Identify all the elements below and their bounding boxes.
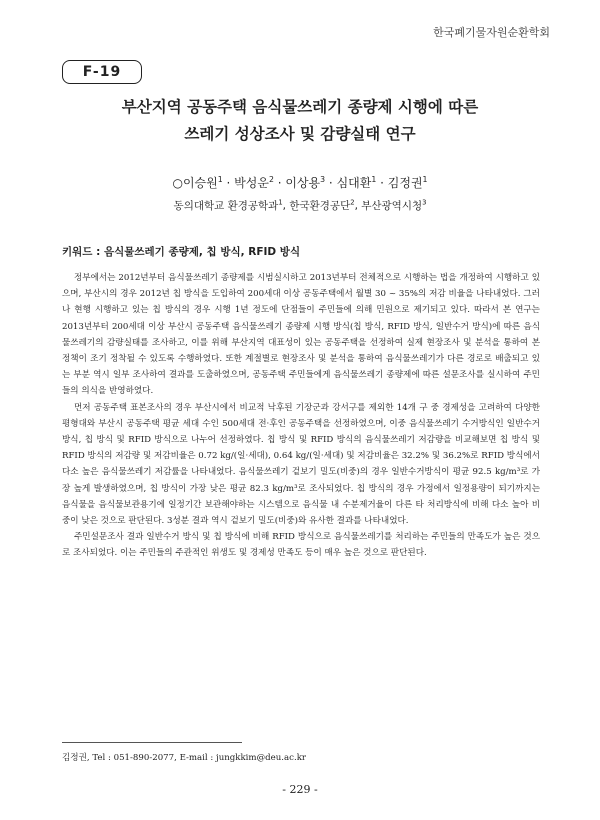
keywords-value: 음식물쓰레기 종량제, 칩 방식, RFID 방식 — [103, 246, 301, 258]
footnote-divider — [62, 742, 242, 743]
author-affiliation-mark: 1 — [422, 175, 428, 184]
corresponding-author-footnote: 김정권, Tel : 051-890-2077, E-mail : jungkkim@deu.ac.kr — [62, 753, 307, 763]
author-name: 이승원 — [182, 176, 218, 190]
abstract-body — [62, 270, 540, 562]
author-affiliation-mark: 1 — [371, 175, 377, 184]
affiliation: 동의대학교 환경공학과 — [173, 200, 279, 212]
author-affiliation-mark: 2 — [268, 175, 274, 184]
abstract-paragraph: 주민설문조사 결과 일반수거 방식 및 칩 방식에 비해 RFID 방식으로 음식물쓰레기를 처리하는 주민들의 만족도가 높은 것으로 조사되었다. 이는 주민들의 주관적인 위생도 및 경제성 만족도 등이 매우 높은 것으로 판단된다. — [62, 532, 540, 559]
affiliation-list: 동의대학교 환경공학과$^1$, 한국환경공단$^2$, 부산광역시청$^3$ — [173, 198, 427, 212]
presenter-mark: ○ — [172, 176, 183, 190]
affiliation: 부산광역시청 — [361, 200, 423, 212]
affiliation: 한국환경공단 — [289, 200, 351, 212]
author-separator: · — [376, 176, 388, 190]
author-affiliation-mark: 3 — [320, 175, 326, 184]
author-affiliation-mark: 1 — [217, 175, 223, 184]
header-organization: 한국폐기물자원순환학회 — [433, 26, 550, 39]
paper-title-line-1: 부산지역 공동주택 음식물쓰레기 종량제 시행에 따른 — [121, 98, 479, 116]
author-name: 김정권 — [387, 176, 423, 190]
author-name: 박성운 — [234, 176, 269, 190]
keywords-label: 키워드 — [62, 246, 93, 258]
session-badge: F-19 — [62, 60, 142, 84]
affiliation-mark: 2 — [350, 198, 355, 207]
keywords: 키워드 : 음식물쓰레기 종량제, 칩 방식, RFID 방식 — [62, 246, 301, 258]
author-separator: · — [273, 176, 286, 190]
author-name: 이상용 — [285, 176, 321, 190]
abstract-paragraph: 정부에서는 2012년부터 음식물쓰레기 종량제를 시범실시하고 2013년부터 전체적으로 시행하는 법을 개정하여 시행하고 있으며, 부산시의 경우 2012년 칩 방식을 도입하여 200세대 이상 공동주택에서 월별 30 ~ 35%의 저감 비율을 나타내었다. 그러나 현행 시행하고 있는 칩 방식의 경우 시행 1년 정도에 단점들이 주민들에 의해 민원으로 제기되고 있다. 따라서 본 연구는 2013년부터 200세대 이상 부산시 공동주택 음식물쓰레기 종량제 시행 방식(칩 방식, RFID 방식, 일반수거 방식)에 따른 음식물쓰레기의 감량실태를 조사하고, 이를 위해 부산지역 대표성이 있는 공동주택을 선정하여 실제 현장조사 및 분석을 통하여 본 정책이 조기 정착될 수 있도록 수행하였다. 또한 계절별로 현장조사 및 분석을 통하여 음식물쓰레기가 다른 경로로 배출되고 있는 부분 역시 일부 조사하여 결과를 도출하였으며, 공동주택 주민들에게 음식물쓰레기 종량제에 따른 설문조사를 실시하여 주민들의 의식을 반영하였다. — [62, 273, 540, 397]
author-separator: · — [222, 176, 235, 190]
author-list — [0, 174, 600, 191]
affiliation-mark: 1 — [278, 198, 283, 207]
paper-title-line-2: 쓰레기 성상조사 및 감량실태 연구 — [184, 125, 416, 143]
affiliation-mark: 3 — [422, 198, 427, 207]
author-separator: · — [325, 176, 337, 190]
author-name: 심대환 — [336, 176, 372, 190]
page-number: - 229 - — [282, 783, 318, 796]
abstract-paragraph: 먼저 공동주택 표본조사의 경우 부산시에서 비교적 낙후된 기장군과 강서구를 제외한 14개 구 중 경제성을 고려하여 다양한 평형대와 부산시 공동주택 평균 세대 수인 500세대 전·후인 공동주택을 선정하였으며, 이중 음식물쓰레기 수거방식인 일반수거방식, 칩 방식 및 RFID 방식으로 나누어 선정하였다. 칩 방식 및 RFID 방식의 음식물쓰레기 저감량을 비교해보면 칩 방식 및 RFID 방식의 저감량 및 저감비율은 0.72 kg/(일·세대), 0.64 kg/(일·세대) 및 저감비율은 32.2% 및 36.2%로 RFID 방식에서 다소 높은 음식물쓰레기 저감률을 나타내었다. 음식물쓰레기 겉보기 밀도(비중)의 경우 일반수거방식이 평균 92.5 kg/m³로 가장 높게 발생하였으며, 칩 방식이 가장 낮은 평균 82.3 kg/m³로 조사되었다. 칩 방식의 경우 가정에서 일정용량이 되기까지는 음식물을 음식물보관용기에 일정기간 보관해야하는 시스템으로 음식물 내 수분제거율이 다른 타 처리방식에 비해 다소 높아 비중이 낮은 것으로 판단된다. 3성분 결과 역시 겉보기 밀도(비중)와 유사한 결과를 나타내었다. — [62, 402, 540, 527]
